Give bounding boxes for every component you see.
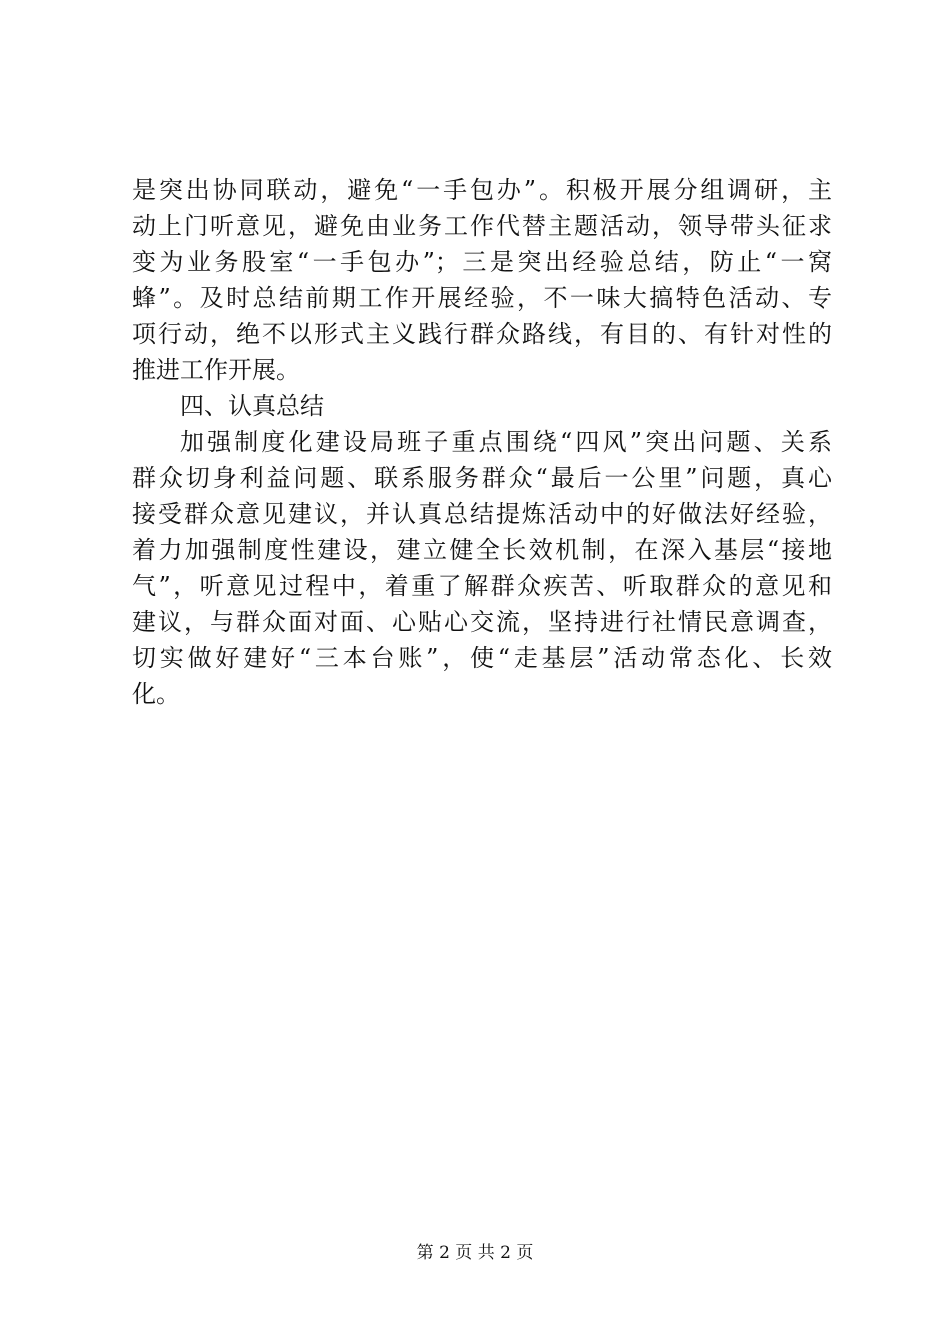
body-line: 项行动，绝不以形式主义践行群众路线，有目的、有针对性的 <box>132 320 832 348</box>
document-body <box>132 172 832 712</box>
section-heading: 四、认真总结 <box>180 392 324 420</box>
body-line: 加强制度化建设局班子重点围绕“四风”突出问题、关系 <box>180 428 832 456</box>
body-line: 推进工作开展。 <box>132 356 300 384</box>
body-line: 接受群众意见建议，并认真总结提炼活动中的好做法好经验， <box>132 500 832 528</box>
body-line: 化。 <box>132 680 180 708</box>
body-line: 群众切身利益问题、联系服务群众“最后一公里”问题，真心 <box>132 464 832 492</box>
page-number-footer: 第 2 页 共 2 页 <box>416 1243 534 1263</box>
body-line: 变为业务股室“一手包办”；三是突出经验总结，防止“一窝 <box>132 248 832 276</box>
body-line: 蜂”。及时总结前期工作开展经验，不一味大搞特色活动、专 <box>132 284 832 312</box>
body-line: 建议，与群众面对面、心贴心交流，坚持进行社情民意调查， <box>132 608 832 636</box>
body-line: 动上门听意见，避免由业务工作代替主题活动，领导带头征求 <box>132 212 832 240</box>
body-line: 切实做好建好“三本台账”，使“走基层”活动常态化、长效 <box>132 644 832 672</box>
body-line: 气”，听意见过程中，着重了解群众疾苦、听取群众的意见和 <box>132 572 832 600</box>
body-line: 着力加强制度性建设，建立健全长效机制，在深入基层“接地 <box>132 536 832 564</box>
body-line: 是突出协同联动，避免“一手包办”。积极开展分组调研，主 <box>132 176 832 204</box>
